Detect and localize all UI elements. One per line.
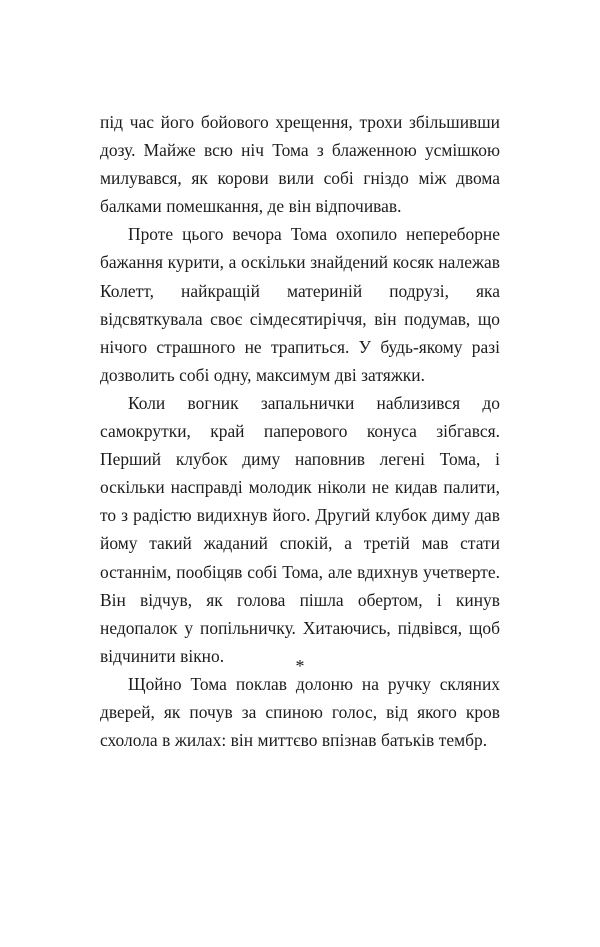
paragraph-4: Щойно Тома поклав долоню на ручку скляних дверей, як почув за спиною голос, від якого кров схолола в жилах: він миттєво впізнав батьків тембр. [100, 673, 500, 751]
section-separator-asterisk: * [295, 656, 305, 676]
paragraph-2: Проте цього вечора Тома охопило непереборне бажання курити, а оскільки знайдений косяк належав Колетт, найкращій материній подрузі, яка відсвяткувала своє сімдесятиріччя, він подумав, що нічого страшного не трапиться. У будь-якому разі дозволить собі одну, максимум дві затяжки. [100, 224, 500, 385]
paragraph-3: Коли вогник запальнички наблизився до самокрутки, край паперового конуса зібгався. Перший клубок диму наповнив легені Тома, і оскільки насправді молодик ніколи не кидав палити, то з радістю видихнув його. Другий клубок диму дав йому такий жаданий спокій, а третій мав стати останнім, пообіцяв собі Тома, але вдихнув учетверте. Він відчув, як голова пішла обертом, і кинув недопалок у попільничку. Хитаючись, підвівся, щоб відчинити вікно. [100, 392, 500, 666]
paragraph-1: під час його бойового хрещення, трохи збільшивши дозу. Майже всю ніч Тома з блаженною усмішкою милувався, як корови вили собі гніздо між двома балками помешкання, де він відпочивав. [100, 112, 500, 217]
